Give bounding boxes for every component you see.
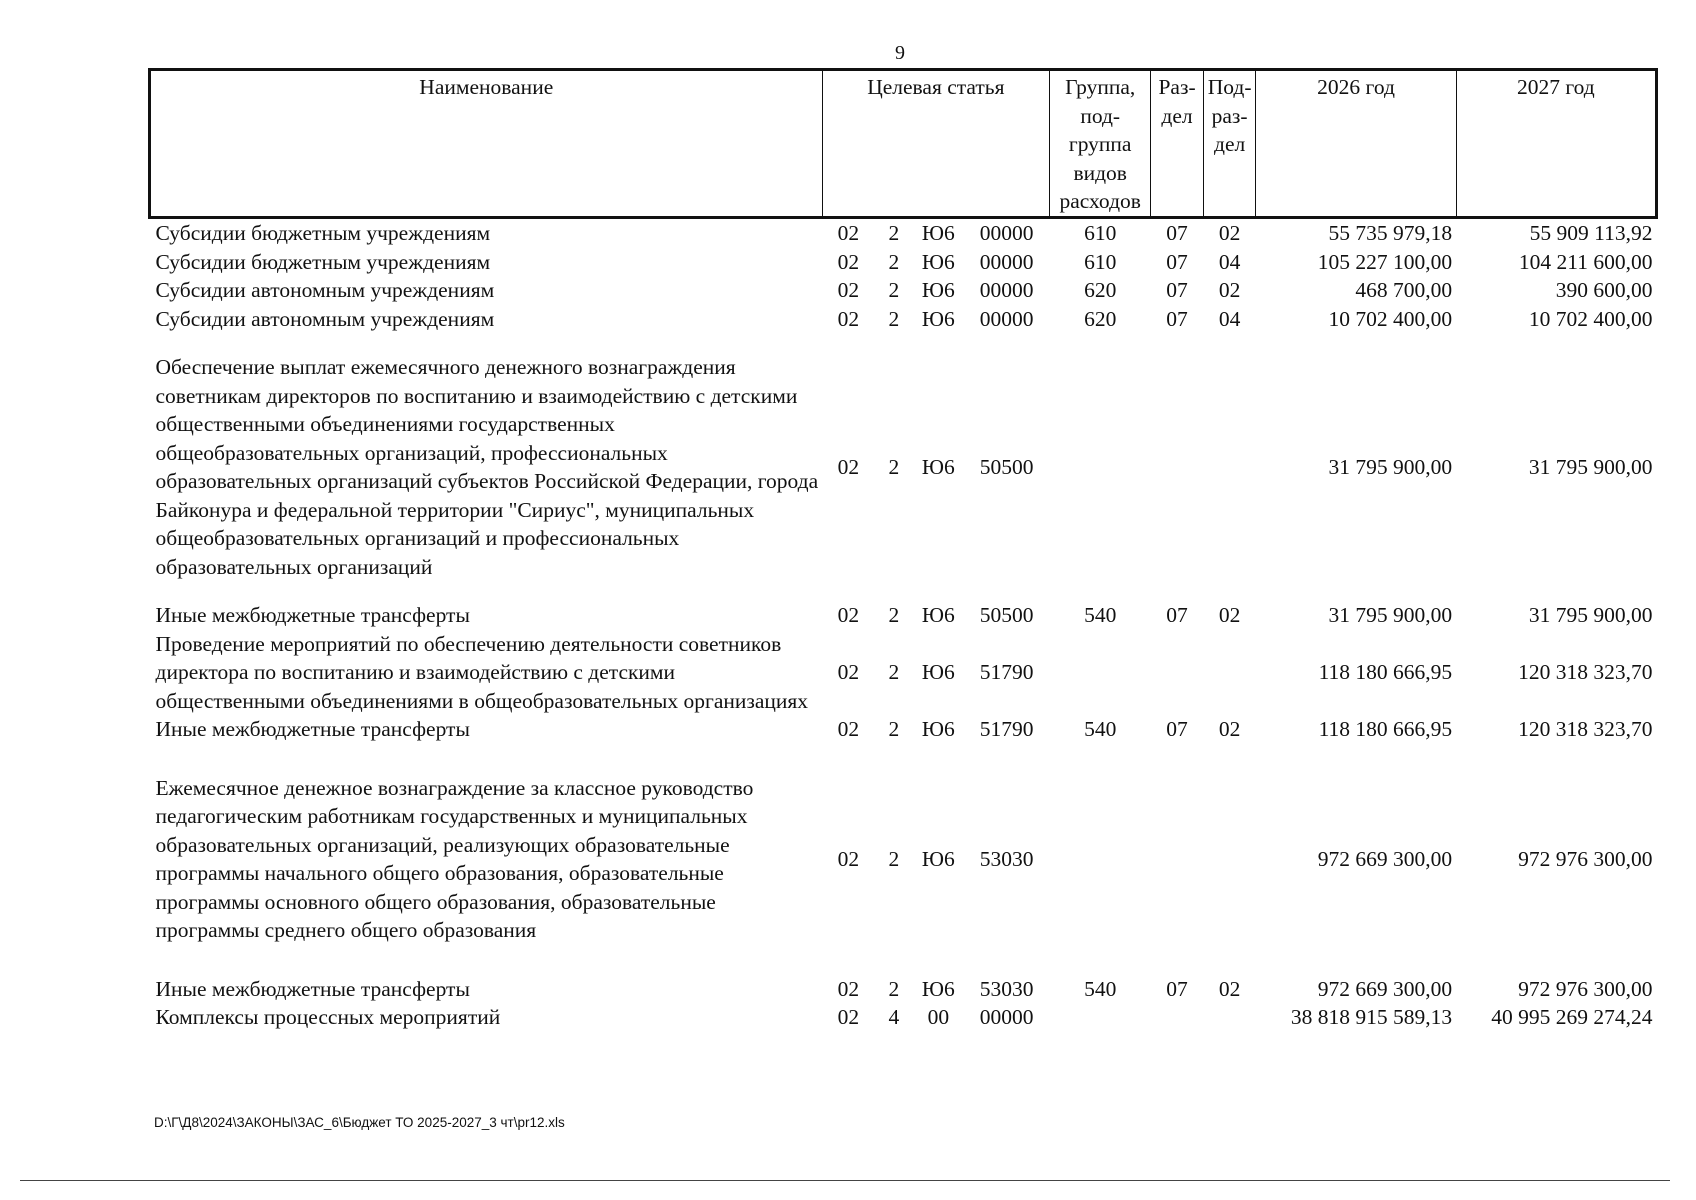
target-code-4: 53030 [979, 976, 1034, 1001]
table-row [150, 744, 1657, 975]
target-code-3: Ю6 [921, 306, 955, 331]
bottom-divider [20, 1180, 1670, 1181]
table-row [150, 601, 1657, 630]
section [1151, 1003, 1204, 1032]
target-code-3: Ю6 [921, 278, 955, 302]
amount-2027: 31 795 900,00 [1528, 603, 1653, 627]
expense-group: 540 [1084, 603, 1117, 627]
subsection: 02 [1218, 221, 1241, 245]
amount-2027: 972 976 300,00 [1518, 846, 1653, 871]
header-name: Наименование [150, 70, 823, 218]
expense-group: 620 [1084, 306, 1117, 331]
header-group: Группа, под- группа видов расходов [1050, 70, 1151, 218]
target-code-1: 02 [837, 306, 860, 331]
row-name: Субсидии бюджетным учреждениям [155, 221, 491, 245]
subsection: 04 [1218, 249, 1241, 274]
budget-table [148, 68, 1658, 1032]
amount-2026: 118 180 666,95 [1318, 717, 1453, 741]
target-code-4: 00000 [979, 278, 1034, 302]
target-code-2: 4 [888, 1005, 900, 1029]
table-row [150, 333, 1657, 601]
target-code-3: Ю6 [921, 603, 955, 627]
subsection [1203, 1003, 1256, 1032]
row-name: Комплексы процессных мероприятий [155, 1005, 501, 1029]
expense-group: 610 [1084, 221, 1117, 245]
amount-2026: 972 669 300,00 [1317, 846, 1453, 871]
file-path: D:\Г\Д8\2024\ЗАКОНЫ\ЗАС_6\Бюджет ТО 2025-2027_3 чт\pr12.xls [154, 1115, 565, 1130]
amount-2026: 118 180 666,95 [1318, 660, 1453, 684]
header-subsection: Под- раз- дел [1203, 70, 1256, 218]
amount-2027: 120 318 323,70 [1518, 717, 1653, 741]
target-code-1: 02 [837, 603, 860, 627]
section: 07 [1166, 603, 1188, 627]
target-code-4: 00000 [979, 221, 1034, 245]
target-code-1: 02 [837, 660, 860, 684]
target-code-4: 50500 [979, 603, 1034, 627]
section: 07 [1166, 278, 1188, 302]
expense-group: 620 [1084, 278, 1117, 302]
target-code-1: 02 [837, 976, 860, 1001]
subsection [1203, 744, 1256, 975]
header-section: Раз- дел [1151, 70, 1204, 218]
table-row [150, 975, 1657, 1004]
subsection: 02 [1218, 717, 1241, 741]
target-code-2: 2 [888, 306, 900, 331]
row-name: Ежемесячное денежное вознаграждение за классное руководство педагогическим работникам государственных и муниципальных образовательных организаций, реализующих образовательные программы начального общего образования, образовательные программы основного общего образования, образовательные программы среднего общего образования [155, 775, 754, 942]
row-name: Проведение мероприятий по обеспечению деятельности советников директора по воспитанию и взаимодействию с детскими общественными объединениями в общеобразовательных организациях [155, 631, 809, 713]
target-code-4: 00000 [979, 249, 1034, 274]
target-code-2: 2 [888, 454, 900, 479]
target-code-2: 2 [888, 249, 900, 274]
row-name: Обеспечение выплат ежемесячного денежного вознаграждения советникам директоров по воспитанию и взаимодействию с детскими общественными объединениями государственных общеобразовательных организаций, профессиональных образовательных организаций субъектов Российской Федерации, города Байконура и федеральной территории "Сириус", муниципальных общеобразовательных организаций и профессиональных образовательных организаций [155, 355, 819, 579]
target-code-1: 02 [837, 221, 860, 245]
amount-2027: 972 976 300,00 [1518, 976, 1653, 1001]
target-code-4: 00000 [979, 306, 1034, 331]
table-row [150, 630, 1657, 716]
expense-group: 540 [1084, 976, 1117, 1001]
amount-2026: 38 818 915 589,13 [1290, 1005, 1453, 1029]
page-number: 9 [895, 42, 905, 64]
section: 07 [1166, 976, 1188, 1001]
target-code-4: 00000 [979, 1005, 1034, 1029]
subsection [1203, 333, 1256, 601]
expense-group [1050, 744, 1151, 975]
subsection: 04 [1218, 306, 1241, 331]
table-row [150, 715, 1657, 744]
amount-2026: 55 735 979,18 [1328, 221, 1453, 245]
target-code-2: 2 [888, 846, 900, 871]
amount-2027: 390 600,00 [1555, 278, 1653, 302]
header-target: Целевая статья [822, 70, 1050, 218]
table-row [150, 218, 1657, 248]
row-name: Иные межбюджетные трансферты [155, 603, 470, 627]
amount-2026: 468 700,00 [1355, 278, 1453, 302]
subsection: 02 [1218, 278, 1241, 302]
table-row [150, 276, 1657, 305]
header-2026: 2026 год [1256, 70, 1456, 218]
section: 07 [1166, 717, 1188, 741]
target-code-1: 02 [837, 1005, 860, 1029]
amount-2027: 55 909 113,92 [1529, 221, 1653, 245]
target-code-3: Ю6 [921, 249, 955, 274]
table-header [150, 70, 1657, 218]
expense-group: 610 [1084, 249, 1117, 274]
target-code-2: 2 [888, 603, 900, 627]
expense-group [1050, 333, 1151, 601]
target-code-3: Ю6 [921, 660, 955, 684]
row-name: Иные межбюджетные трансферты [155, 717, 470, 741]
target-code-4: 51790 [979, 660, 1034, 684]
amount-2027: 104 211 600,00 [1518, 249, 1653, 274]
section: 07 [1166, 221, 1188, 245]
target-code-1: 02 [837, 454, 860, 479]
row-name: Иные межбюджетные трансферты [155, 976, 470, 1001]
target-code-2: 2 [888, 976, 900, 1001]
target-code-3: Ю6 [921, 846, 955, 871]
amount-2026: 972 669 300,00 [1317, 976, 1453, 1001]
amount-2026: 31 795 900,00 [1328, 454, 1453, 479]
target-code-3: 00 [927, 1005, 950, 1029]
target-code-3: Ю6 [921, 221, 955, 245]
target-code-4: 51790 [979, 717, 1034, 741]
expense-group [1050, 1003, 1151, 1032]
section [1151, 744, 1204, 975]
amount-2026: 31 795 900,00 [1328, 603, 1453, 627]
amount-2027: 10 702 400,00 [1528, 306, 1653, 331]
subsection: 02 [1218, 976, 1241, 1001]
amount-2027: 120 318 323,70 [1518, 660, 1653, 684]
table-row [150, 305, 1657, 334]
target-code-1: 02 [837, 846, 860, 871]
target-code-1: 02 [837, 278, 860, 302]
section: 07 [1166, 306, 1188, 331]
amount-2027: 31 795 900,00 [1528, 454, 1653, 479]
target-code-2: 2 [888, 221, 900, 245]
target-code-3: Ю6 [921, 976, 955, 1001]
row-name: Субсидии автономным учреждениям [155, 306, 495, 331]
section [1151, 333, 1204, 601]
expense-group: 540 [1084, 717, 1117, 741]
amount-2026: 10 702 400,00 [1328, 306, 1453, 331]
table-row [150, 248, 1657, 277]
target-code-1: 02 [837, 717, 860, 741]
subsection: 02 [1218, 603, 1241, 627]
target-code-2: 2 [888, 717, 900, 741]
amount-2026: 105 227 100,00 [1317, 249, 1453, 274]
expense-group [1050, 630, 1151, 716]
table-row [150, 1003, 1657, 1032]
target-code-4: 50500 [979, 454, 1034, 479]
target-code-2: 2 [888, 278, 900, 302]
header-2027: 2027 год [1456, 70, 1656, 218]
target-code-3: Ю6 [921, 717, 955, 741]
target-code-3: Ю6 [921, 454, 955, 479]
row-name: Субсидии бюджетным учреждениям [155, 249, 491, 274]
section [1151, 630, 1204, 716]
target-code-2: 2 [888, 660, 900, 684]
row-name: Субсидии автономным учреждениям [155, 278, 495, 302]
amount-2027: 40 995 269 274,24 [1491, 1005, 1653, 1029]
target-code-1: 02 [837, 249, 860, 274]
target-code-4: 53030 [979, 846, 1034, 871]
section: 07 [1166, 249, 1188, 274]
subsection [1203, 630, 1256, 716]
